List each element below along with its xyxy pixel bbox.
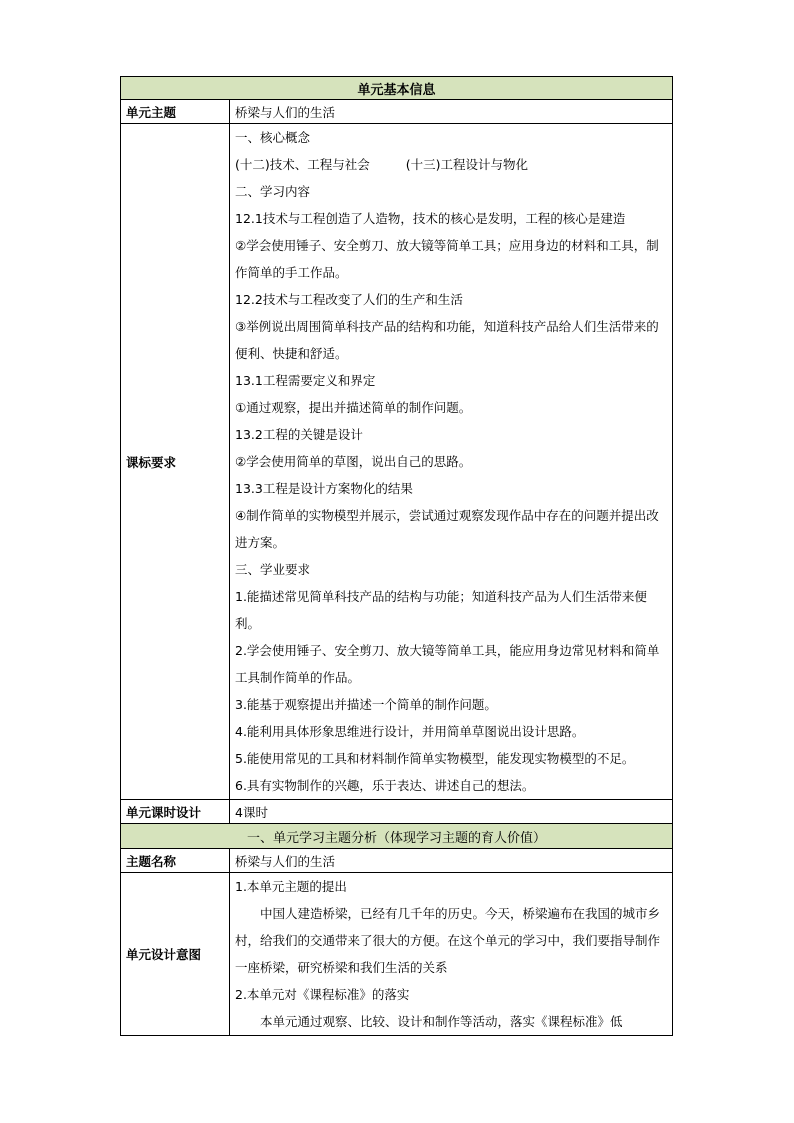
intent-label: 单元设计意图 xyxy=(121,873,230,1036)
curriculum-line: 2.学会使用锤子、安全剪刀、放大镜等简单工具，能应用身边常见材料和简单工具制作简单的作品。 xyxy=(235,643,660,685)
curriculum-line: ②学会使用简单的草图，说出自己的思路。 xyxy=(235,454,472,469)
intent-line: 1.本单元主题的提出 xyxy=(235,879,347,894)
section-heading: 一、单元学习主题分析（体现学习主题的育人价值） xyxy=(121,824,673,849)
curriculum-line: 12.1技术与工程创造了人造物，技术的核心是发明，工程的核心是建造 xyxy=(235,211,626,226)
curriculum-line: 6.具有实物制作的兴趣，乐于表达、讲述自己的想法。 xyxy=(235,778,535,793)
curriculum-line xyxy=(235,151,667,178)
intent-line: 中国人建造桥梁，已经有几千年的历史。今天，桥梁遍布在我国的城市乡村，给我们的交通带来了很大的方便。在这个单元的学习中，我们要指导制作一座桥梁，研究桥梁和我们生活的关系 xyxy=(235,906,661,975)
table-title: 单元基本信息 xyxy=(121,77,673,100)
intent-content xyxy=(230,873,673,1036)
curriculum-line: 一、核心概念 xyxy=(235,130,311,145)
theme-name-label: 主题名称 xyxy=(121,849,230,873)
curriculum-line: 12.2技术与工程改变了人们的生产和生活 xyxy=(235,292,463,307)
curriculum-line: 13.1工程需要定义和界定 xyxy=(235,373,376,388)
core-concept-12: (十二)技术、工程与社会 xyxy=(235,157,370,172)
unit-theme-label: 单元主题 xyxy=(121,100,230,124)
curriculum-line: 4.能利用具体形象思维进行设计，并用简单草图说出设计思路。 xyxy=(235,724,585,739)
curriculum-line: 3.能基于观察提出并描述一个简单的制作问题。 xyxy=(235,697,497,712)
curriculum-line: ①通过观察，提出并描述简单的制作问题。 xyxy=(235,400,472,415)
curriculum-line: 二、学习内容 xyxy=(235,184,311,199)
curriculum-line: ③举例说出周围简单科技产品的结构和功能，知道科技产品给人们生活带来的便利、快捷和舒适。 xyxy=(235,319,659,361)
curriculum-line: 1.能描述常见简单科技产品的结构与功能；知道科技产品为人们生活带来便利。 xyxy=(235,589,647,631)
hours-label: 单元课时设计 xyxy=(121,800,230,824)
curriculum-line: 三、学业要求 xyxy=(235,562,311,577)
intent-line: 本单元通过观察、比较、设计和制作等活动，落实《课程标准》低 xyxy=(260,1014,623,1029)
intent-line: 2.本单元对《课程标准》的落实 xyxy=(235,987,410,1002)
curriculum-label: 课标要求 xyxy=(121,124,230,800)
core-concept-13: (十三)工程设计与物化 xyxy=(405,157,529,172)
curriculum-line: ②学会使用锤子、安全剪刀、放大镜等简单工具；应用身边的材料和工具，制作简单的手工作品。 xyxy=(235,238,659,280)
curriculum-line: ④制作简单的实物模型并展示，尝试通过观察发现作品中存在的问题并提出改进方案。 xyxy=(235,508,659,550)
unit-info-table xyxy=(120,76,673,1036)
hours-value: 4课时 xyxy=(230,800,673,824)
unit-theme-value: 桥梁与人们的生活 xyxy=(230,100,673,124)
curriculum-line: 13.2工程的关键是设计 xyxy=(235,427,363,442)
curriculum-line: 5.能使用常见的工具和材料制作简单实物模型，能发现实物模型的不足。 xyxy=(235,751,635,766)
theme-name-value: 桥梁与人们的生活 xyxy=(230,849,673,873)
curriculum-line: 13.3工程是设计方案物化的结果 xyxy=(235,481,413,496)
curriculum-content xyxy=(230,124,673,800)
